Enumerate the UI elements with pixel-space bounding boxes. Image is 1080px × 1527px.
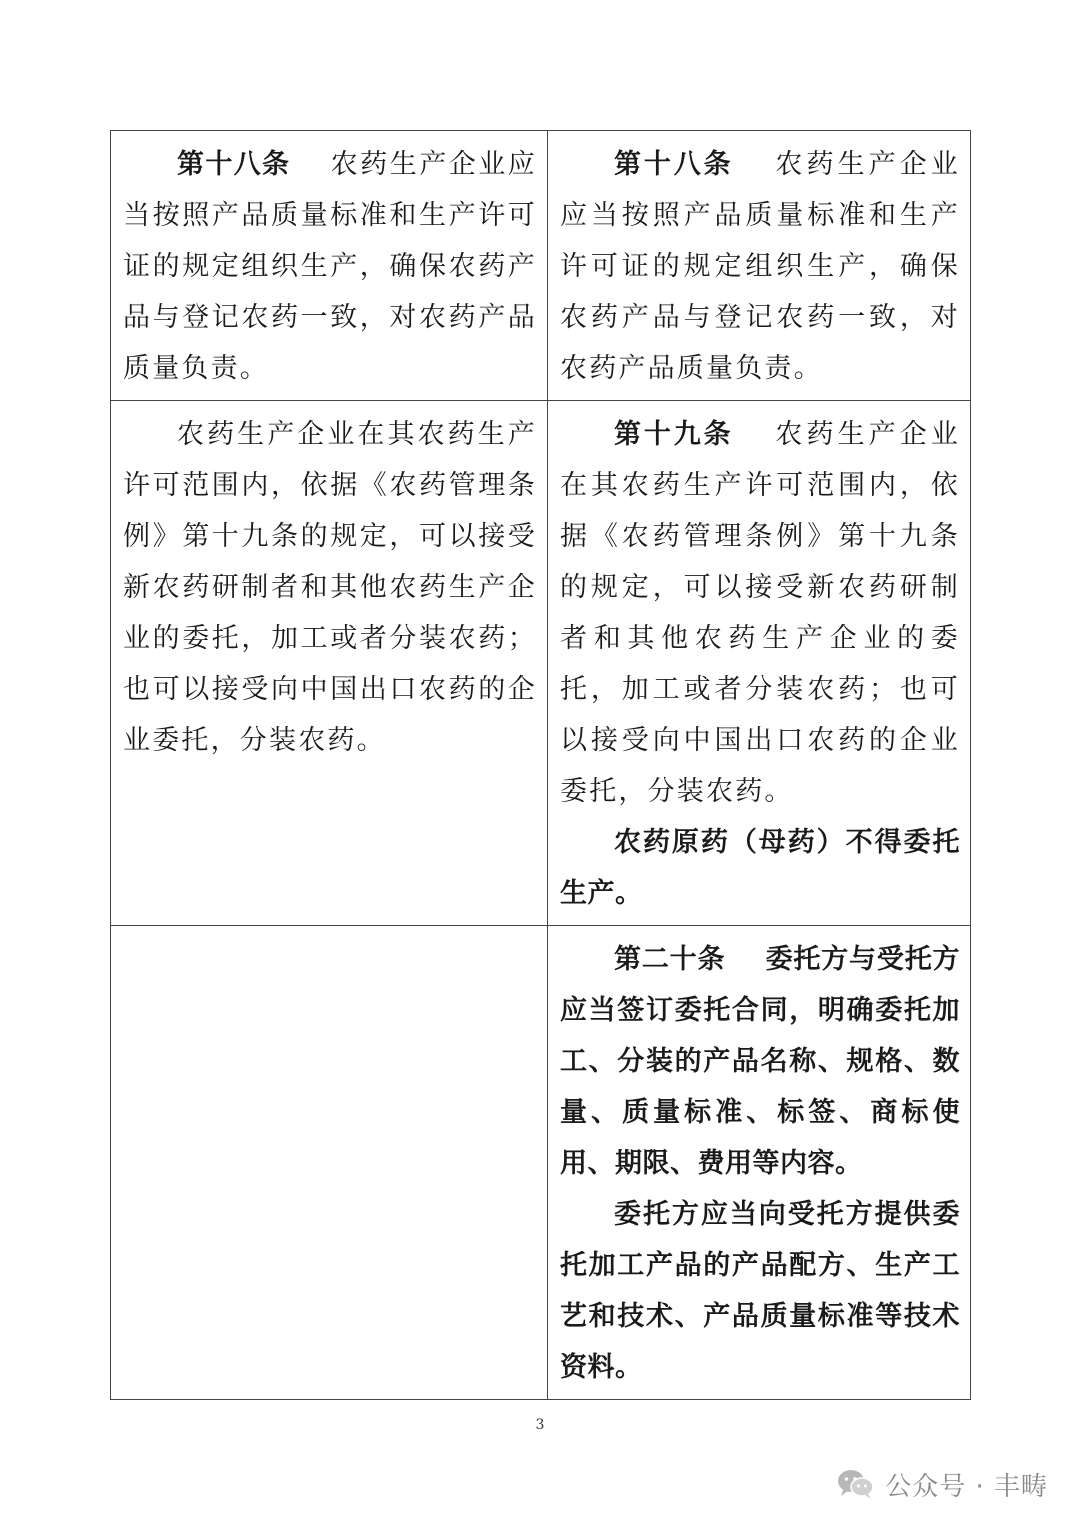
- revised-cell: [548, 926, 971, 1400]
- paragraph: [123, 139, 537, 394]
- watermark: [837, 1464, 1048, 1504]
- added-paragraph: [560, 934, 960, 1189]
- original-cell: [111, 401, 548, 926]
- wechat-icon: [837, 1468, 875, 1500]
- article-number: 第十九条: [614, 419, 734, 450]
- original-cell-empty: [111, 926, 548, 1400]
- revised-cell: [548, 401, 971, 926]
- added-paragraph: 农药原药（母药）不得委托生产。: [560, 827, 960, 909]
- article-text: 农药生产企业应当按照产品质量标准和生产许可证的规定组织生产，确保农药产品与登记农药一致，对农药产品质量负责。: [123, 149, 537, 384]
- original-cell: [111, 131, 548, 401]
- added-paragraph: 委托方应当向受托方提供委托加工产品的产品配方、生产工艺和技术、产品质量标准等技术资料。: [560, 1199, 960, 1383]
- article-number: 第十八条: [614, 149, 734, 180]
- table-row: [111, 401, 971, 926]
- article-text: 农药生产企业应当按照产品质量标准和生产许可证的规定组织生产，确保农药产品与登记农药一致，对农药产品质量负责。: [560, 149, 961, 384]
- paragraph: [560, 409, 960, 817]
- paragraph: [560, 139, 960, 394]
- table-row: [111, 926, 971, 1400]
- article-text: 农药生产企业在其农药生产许可范围内，依据《农药管理条例》第十九条的规定，可以接受新农药研制者和其他农药生产企业的委托，加工或者分装农药；也可以接受向中国出口农药的企业委托，分装农药。: [560, 419, 961, 807]
- page-number: 3: [535, 1417, 545, 1433]
- article-number: 第十八条: [177, 149, 291, 180]
- watermark-text: 公众号 · 丰畴: [885, 1471, 1048, 1502]
- comparison-table: [110, 130, 971, 1400]
- article-number: 第二十条: [614, 944, 726, 975]
- article-text: 委托方与受托方应当签订委托合同，明确委托加工、分装的产品名称、规格、数量、质量标准、标签、商标使用、期限、费用等内容。: [560, 944, 961, 1179]
- revised-cell: [548, 131, 971, 401]
- paragraph: 农药生产企业在其农药生产许可范围内，依据《农药管理条例》第十九条的规定，可以接受新农药研制者和其他农药生产企业的委托，加工或者分装农药；也可以接受向中国出口农药的企业委托，分装农药。: [123, 419, 537, 756]
- table-row: [111, 131, 971, 401]
